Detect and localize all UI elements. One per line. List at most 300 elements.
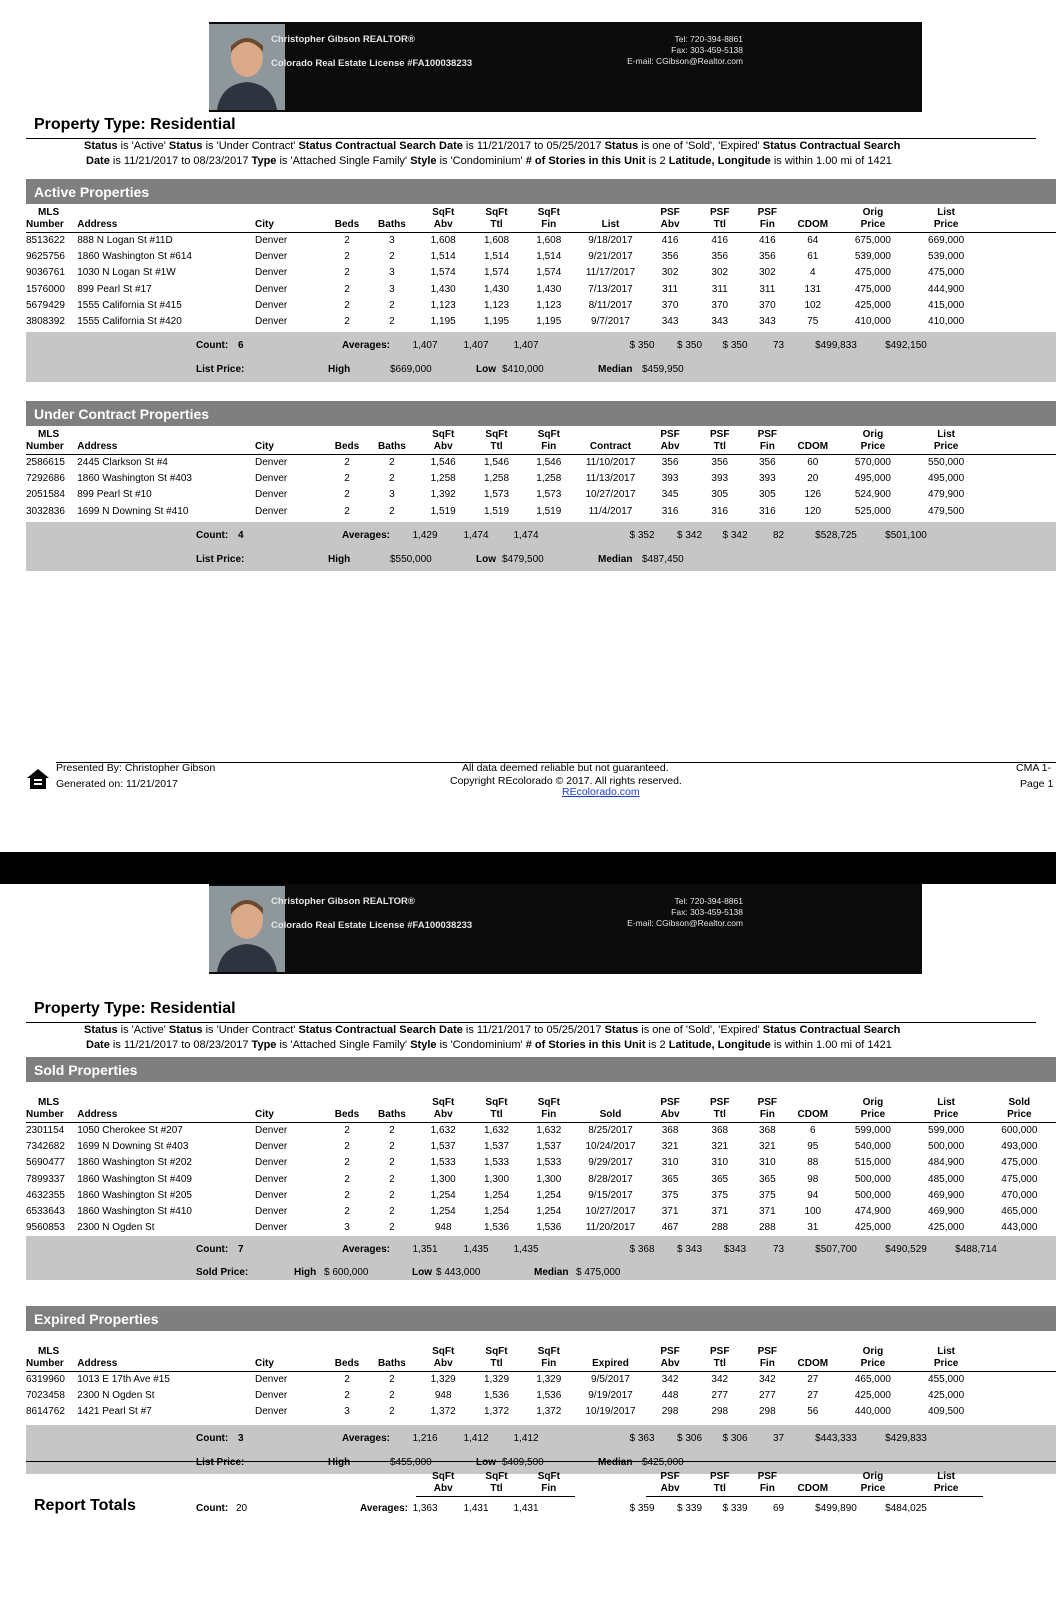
- column-header-spacer: [983, 1346, 1056, 1372]
- table-row[interactable]: [26, 1188, 1056, 1204]
- section-title: Active Properties: [34, 184, 150, 200]
- criteria-value: is 11/21/2017 to 08/23/2017: [109, 1039, 252, 1051]
- table-cell: 342: [661, 1374, 679, 1385]
- table-cell: 475,000: [854, 283, 891, 295]
- table-cell: 495,000: [928, 473, 965, 485]
- table-cell: 2445 Clarkson St #4: [77, 457, 168, 468]
- table-cell: 1,430: [484, 283, 510, 295]
- criteria-value: is 'Under Contract': [202, 1024, 299, 1036]
- table-cell: 1,195: [484, 316, 510, 328]
- table-cell: 2: [344, 267, 350, 279]
- table-cell: 2: [344, 473, 350, 485]
- table-cell: 1,195: [536, 316, 562, 328]
- table-row[interactable]: [26, 314, 1056, 330]
- table-cell: 2: [344, 1157, 350, 1169]
- criteria-field: Status: [168, 1024, 203, 1036]
- table-cell: 10/19/2017: [585, 1406, 636, 1418]
- table-cell: 1,537: [484, 1141, 510, 1153]
- table-cell: 1,514: [536, 251, 562, 263]
- table-header-row: [26, 1346, 1056, 1372]
- average-psf-fin: $343: [723, 1244, 747, 1256]
- column-header: SqFt Ttl: [470, 1471, 522, 1497]
- criteria-value: is 'Attached Single Family': [276, 155, 411, 167]
- table-cell: 2: [344, 1189, 350, 1201]
- table-cell: 1,608: [536, 235, 562, 246]
- median-value: $487,450: [642, 553, 684, 565]
- table-cell: 126: [804, 489, 822, 501]
- table-cell: 2: [344, 251, 350, 263]
- table-cell: 469,900: [928, 1189, 965, 1201]
- table-row[interactable]: [26, 249, 1056, 265]
- table-cell: 321: [711, 1141, 729, 1153]
- copyright: Copyright REcolorado © 2017. All rights reserved.: [450, 775, 682, 787]
- criteria-value: is 2: [645, 1039, 669, 1051]
- table-cell: 2: [344, 1374, 350, 1385]
- table-cell: 1,537: [536, 1141, 562, 1153]
- page-separator: [0, 852, 1056, 884]
- low-label: Low: [476, 1456, 496, 1468]
- column-header: SqFt Abv: [416, 1346, 470, 1372]
- table-cell: 6319960: [26, 1374, 65, 1385]
- table-cell: 570,000: [854, 457, 891, 468]
- table-cell: 375: [661, 1189, 679, 1201]
- table-cell: 2: [344, 1390, 350, 1402]
- table-cell: 61: [807, 251, 819, 263]
- table-cell: 2586615: [26, 457, 65, 468]
- table-cell: 310: [661, 1157, 679, 1169]
- average-cdom: 37: [772, 1432, 785, 1444]
- column-header: List Price: [910, 429, 983, 455]
- table-row[interactable]: [26, 233, 1056, 250]
- table-cell: 1,536: [484, 1222, 510, 1234]
- average-psf-fin: $ 306: [722, 1432, 748, 1444]
- column-header: [326, 1471, 368, 1497]
- table-cell: 1,574: [536, 267, 562, 279]
- table-cell: 356: [711, 457, 729, 468]
- column-header: PSF Fin: [745, 207, 789, 233]
- column-header-spacer: [983, 207, 1056, 233]
- table-cell: 599,000: [928, 1125, 965, 1136]
- high-value: $669,000: [390, 364, 432, 376]
- table-header-row: [26, 1097, 1056, 1123]
- table-cell: 3032836: [26, 505, 65, 517]
- average-fin: 1,474: [513, 529, 539, 541]
- criteria-line-2: [84, 1038, 1044, 1053]
- table-cell: 1,258: [430, 473, 456, 485]
- criteria-value: is 11/21/2017 to 08/23/2017: [109, 155, 252, 167]
- table-cell: 2: [389, 457, 395, 468]
- table-cell: 1,372: [430, 1406, 456, 1418]
- table-cell: 368: [758, 1125, 776, 1136]
- table-cell: 10/27/2017: [585, 489, 636, 501]
- table-cell: 10/27/2017: [585, 1206, 636, 1218]
- table-cell: 539,000: [928, 251, 965, 263]
- average-psf-fin: $ 350: [722, 340, 748, 352]
- table-cell: 316: [661, 505, 679, 517]
- averages-label: Averages:: [342, 1432, 390, 1444]
- criteria-field: Style: [410, 1039, 437, 1051]
- total-fin: 1,431: [513, 1503, 539, 1514]
- table-cell: 277: [758, 1390, 776, 1402]
- table-cell: 11/10/2017: [585, 457, 636, 468]
- column-header: SqFt Abv: [416, 429, 470, 455]
- column-header: PSF Fin: [745, 429, 789, 455]
- low-value: $479,500: [502, 553, 544, 565]
- average-abv: 1,407: [412, 340, 438, 352]
- total-orig: $499,890: [815, 1503, 857, 1514]
- table-cell: 95: [807, 1141, 819, 1153]
- column-header: [575, 1471, 646, 1497]
- average-ttl: 1,412: [463, 1432, 489, 1444]
- column-header: List Price: [910, 1471, 983, 1497]
- high-label: High: [328, 364, 351, 376]
- criteria-value: is one of 'Sold', 'Expired': [638, 140, 763, 152]
- table-cell: 1,632: [430, 1125, 456, 1136]
- table-cell: 3: [344, 1222, 350, 1234]
- column-header: CDOM: [789, 1346, 836, 1372]
- column-header: City: [255, 429, 326, 455]
- average-psf-abv: $ 368: [629, 1244, 655, 1256]
- table-cell: 600,000: [1001, 1125, 1038, 1136]
- table-cell: 1,533: [484, 1157, 510, 1169]
- table-cell: 467: [661, 1222, 679, 1234]
- table-cell: 1,574: [484, 267, 510, 279]
- table-cell: 888 N Logan St #11D: [77, 235, 173, 246]
- table-row[interactable]: [26, 298, 1056, 314]
- table-cell: 3: [344, 1406, 350, 1418]
- table-cell: 2: [344, 457, 350, 468]
- average-list: $492,150: [885, 340, 927, 352]
- search-criteria: [84, 1023, 1044, 1053]
- column-header: MLS Number: [26, 207, 77, 233]
- table-cell: 1,300: [484, 1173, 510, 1185]
- table-cell: 470,000: [1001, 1189, 1038, 1201]
- table-cell: 448: [661, 1390, 679, 1402]
- table-row[interactable]: [26, 1155, 1056, 1171]
- table-cell: 102: [804, 299, 822, 311]
- table-cell: 375: [758, 1189, 776, 1201]
- averages-label: Averages:: [342, 340, 390, 352]
- table-cell: 60: [807, 457, 819, 468]
- low-label: Low: [412, 1267, 432, 1279]
- table-cell: 416: [711, 235, 729, 246]
- table-cell: 356: [711, 251, 729, 263]
- table-row[interactable]: [26, 487, 1056, 503]
- table-cell: 550,000: [928, 457, 965, 468]
- table-cell: 2: [389, 505, 395, 517]
- averages-label: Averages:: [342, 1244, 390, 1256]
- table-cell: 1,608: [430, 235, 456, 246]
- total-psf-abv: $ 359: [629, 1503, 655, 1514]
- table-cell: 524,900: [854, 489, 891, 501]
- table-row[interactable]: [26, 471, 1056, 487]
- criteria-value: is within 1.00 mi of 1421: [770, 155, 892, 167]
- table-cell: 11/17/2017: [585, 267, 636, 279]
- table-cell: 321: [661, 1141, 679, 1153]
- table-cell: 2: [389, 473, 395, 485]
- criteria-line-2: [84, 154, 1044, 169]
- high-value: $ 600,000: [324, 1267, 369, 1279]
- table-row[interactable]: [26, 282, 1056, 298]
- section-header-under-contract: [26, 401, 1056, 426]
- table-cell: 1699 N Downing St #410: [77, 505, 189, 517]
- table-cell: 3808392: [26, 316, 65, 328]
- table-cell: 1,392: [430, 489, 456, 501]
- table-cell: 1,536: [536, 1390, 562, 1402]
- table-cell: 425,000: [854, 1390, 891, 1402]
- table-cell: 444,900: [928, 283, 965, 295]
- table-cell: 7342682: [26, 1141, 65, 1153]
- table-cell: 1860 Washington St #205: [77, 1189, 192, 1201]
- cma-label: CMA 1-: [1016, 762, 1052, 774]
- property-type-title: Property Type: Residential: [34, 116, 236, 133]
- table-cell: 98: [807, 1173, 819, 1185]
- table-cell: 370: [711, 299, 729, 311]
- table-cell: 1,329: [430, 1374, 456, 1385]
- active-summary: [26, 332, 1056, 382]
- table-cell: 416: [661, 235, 679, 246]
- table-cell: 7/13/2017: [588, 283, 633, 295]
- table-cell: 1,258: [484, 473, 510, 485]
- table-cell: Denver: [255, 489, 288, 501]
- criteria-line-1: [84, 1023, 1044, 1038]
- table-cell: Denver: [255, 299, 288, 311]
- table-cell: 2: [344, 235, 350, 246]
- table-cell: 343: [758, 316, 776, 328]
- average-orig: $443,333: [815, 1432, 857, 1444]
- table-cell: 2: [389, 1173, 395, 1185]
- table-cell: 1860 Washington St #202: [77, 1157, 192, 1169]
- table-cell: 475,000: [1001, 1173, 1038, 1185]
- column-header: SqFt Ttl: [470, 207, 522, 233]
- table-cell: 302: [661, 267, 679, 279]
- high-value: $550,000: [390, 553, 432, 565]
- table-cell: 1555 California St #415: [77, 299, 182, 311]
- column-header: PSF Abv: [646, 1346, 694, 1372]
- table-cell: 3: [389, 267, 395, 279]
- table-cell: 4632355: [26, 1189, 65, 1201]
- table-cell: 1030 N Logan St #1W: [77, 267, 176, 279]
- column-header: CDOM: [789, 207, 836, 233]
- table-row[interactable]: [26, 504, 1056, 520]
- section-title: Sold Properties: [34, 1062, 138, 1078]
- agent-contact: [573, 896, 743, 929]
- criteria-field: Type: [251, 1039, 277, 1051]
- section-title: Under Contract Properties: [34, 406, 210, 422]
- table-cell: 1,372: [484, 1406, 510, 1418]
- column-header: Sold Price: [983, 1097, 1056, 1123]
- table-row[interactable]: [26, 1372, 1056, 1389]
- average-cdom: 82: [772, 529, 785, 541]
- table-cell: 2: [389, 1206, 395, 1218]
- table-cell: 356: [661, 457, 679, 468]
- criteria-value: is 'Under Contract': [202, 140, 299, 152]
- recolorado-link[interactable]: REcolorado.com: [562, 786, 640, 798]
- count-label: Count:: [196, 529, 229, 541]
- disclaimer: All data deemed reliable but not guaranteed.: [462, 762, 669, 774]
- table-cell: Denver: [255, 1173, 288, 1185]
- table-cell: Denver: [255, 251, 288, 263]
- averages-label: Averages:: [342, 529, 390, 541]
- table-cell: 1,519: [430, 505, 456, 517]
- criteria-field: Style: [410, 155, 437, 167]
- table-cell: 343: [711, 316, 729, 328]
- table-cell: 1013 E 17th Ave #15: [77, 1374, 170, 1385]
- under-contract-summary: [26, 522, 1056, 571]
- column-header: Orig Price: [836, 1097, 909, 1123]
- column-header: SqFt Abv: [416, 207, 470, 233]
- table-row[interactable]: [26, 1123, 1056, 1140]
- table-row[interactable]: [26, 455, 1056, 472]
- column-header: Orig Price: [836, 207, 909, 233]
- expired-summary: [26, 1425, 1056, 1474]
- average-ttl: 1,407: [463, 340, 489, 352]
- column-header: List Price: [910, 1097, 983, 1123]
- column-header: Sold: [575, 1097, 646, 1123]
- criteria-field: Date: [86, 155, 110, 167]
- table-cell: 131: [804, 283, 822, 295]
- table-cell: 475,000: [1001, 1157, 1038, 1169]
- table-cell: 1,329: [484, 1374, 510, 1385]
- table-cell: Denver: [255, 473, 288, 485]
- table-cell: 2: [389, 1374, 395, 1385]
- column-header: Baths: [368, 1097, 416, 1123]
- table-row[interactable]: [26, 265, 1056, 281]
- table-cell: Denver: [255, 1222, 288, 1234]
- count-value: 6: [238, 340, 244, 352]
- table-cell: 2: [389, 1141, 395, 1153]
- table-cell: 1,195: [430, 316, 456, 328]
- column-header: [77, 1471, 255, 1497]
- criteria-value: is 11/21/2017 to 05/25/2017: [462, 1024, 605, 1036]
- table-row[interactable]: [26, 1388, 1056, 1404]
- table-cell: 365: [661, 1173, 679, 1185]
- table-cell: Denver: [255, 1189, 288, 1201]
- table-cell: 302: [758, 267, 776, 279]
- table-cell: 1860 Washington St #614: [77, 251, 192, 263]
- table-row[interactable]: [26, 1139, 1056, 1155]
- column-header: Beds: [326, 429, 368, 455]
- table-cell: 540,000: [854, 1141, 891, 1153]
- table-cell: 2: [344, 283, 350, 295]
- table-cell: 525,000: [854, 505, 891, 517]
- table-cell: 1,533: [536, 1157, 562, 1169]
- criteria-value: is 2: [645, 155, 669, 167]
- count-value: 20: [236, 1503, 248, 1514]
- table-row[interactable]: [26, 1172, 1056, 1188]
- column-header: CDOM: [789, 429, 836, 455]
- table-cell: 515,000: [854, 1157, 891, 1169]
- column-header: PSF Abv: [646, 429, 694, 455]
- table-cell: 311: [662, 283, 679, 295]
- table-cell: 393: [661, 473, 679, 485]
- column-header: SqFt Abv: [416, 1471, 470, 1497]
- table-cell: 1,254: [484, 1189, 510, 1201]
- section-header-sold: [26, 1057, 1056, 1082]
- table-cell: 9/15/2017: [588, 1189, 633, 1201]
- column-header: List Price: [910, 1346, 983, 1372]
- table-cell: 1,300: [430, 1173, 456, 1185]
- total-list: $484,025: [885, 1503, 927, 1514]
- high-label: High: [328, 553, 351, 565]
- table-row[interactable]: [26, 1220, 1056, 1236]
- table-row[interactable]: [26, 1404, 1056, 1420]
- price-label: Sold Price:: [196, 1267, 249, 1279]
- average-psf-fin: $ 342: [722, 529, 748, 541]
- table-cell: 1,254: [484, 1206, 510, 1218]
- under-contract-properties-table: [26, 429, 1056, 520]
- table-cell: 948: [434, 1390, 452, 1402]
- column-header: MLS Number: [26, 1346, 77, 1372]
- table-cell: 298: [758, 1406, 776, 1418]
- agent-license: Colorado Real Estate License #FA100038233: [271, 58, 473, 69]
- table-cell: 2300 N Ogden St: [77, 1222, 155, 1234]
- agent-banner: [209, 884, 922, 974]
- column-header: PSF Ttl: [694, 1346, 745, 1372]
- agent-name: Christopher Gibson REALTOR®: [271, 34, 415, 45]
- table-cell: 20: [807, 473, 819, 485]
- table-cell: 9/18/2017: [588, 235, 633, 246]
- column-header: [368, 1471, 416, 1497]
- table-cell: 1,254: [430, 1206, 456, 1218]
- agent-fax: Fax: 303-459-5138: [671, 907, 743, 917]
- table-cell: 3: [389, 283, 395, 295]
- agent-tel: Tel: 720-394-8861: [674, 34, 743, 44]
- agent-email: E-mail: CGibson@Realtor.com: [627, 56, 743, 66]
- criteria-field: Status: [84, 140, 118, 152]
- report-totals-row: [26, 1497, 1056, 1523]
- table-cell: Denver: [255, 283, 288, 295]
- table-cell: 465,000: [1001, 1206, 1038, 1218]
- agent-license: Colorado Real Estate License #FA100038233: [271, 920, 473, 931]
- column-header: Address: [77, 1346, 255, 1372]
- column-header: Baths: [368, 207, 416, 233]
- count-value: 3: [238, 1432, 244, 1444]
- table-cell: Denver: [255, 1157, 288, 1169]
- average-psf-abv: $ 363: [629, 1432, 655, 1444]
- table-cell: 500,000: [928, 1141, 965, 1153]
- average-cdom: 73: [772, 340, 785, 352]
- agent-email: E-mail: CGibson@Realtor.com: [627, 918, 743, 928]
- average-orig: $528,725: [815, 529, 857, 541]
- table-cell: 298: [711, 1406, 729, 1418]
- low-label: Low: [476, 553, 496, 565]
- table-cell: 1555 California St #420: [77, 316, 182, 328]
- table-cell: 316: [758, 505, 776, 517]
- table-cell: 9/21/2017: [588, 251, 633, 263]
- table-cell: 1,519: [536, 505, 562, 517]
- search-criteria: [84, 139, 1044, 169]
- section-header-expired: [26, 1306, 1056, 1331]
- table-cell: 7292686: [26, 473, 65, 485]
- table-cell: 2: [389, 1125, 395, 1136]
- table-cell: 2: [344, 299, 350, 311]
- table-cell: 27: [807, 1374, 819, 1385]
- table-row[interactable]: [26, 1204, 1056, 1220]
- table-cell: 1,430: [536, 283, 562, 295]
- table-cell: 1,533: [430, 1157, 456, 1169]
- table-cell: 277: [711, 1390, 729, 1402]
- criteria-field: Latitude, Longitude: [668, 155, 771, 167]
- table-cell: 368: [711, 1125, 729, 1136]
- table-cell: 410,000: [928, 316, 965, 328]
- table-cell: 495,000: [854, 473, 891, 485]
- table-cell: 1,514: [484, 251, 510, 263]
- average-psf-abv: $ 352: [629, 529, 655, 541]
- column-header: [26, 1471, 77, 1497]
- count-value: 4: [238, 529, 244, 541]
- average-ttl: 1,474: [463, 529, 489, 541]
